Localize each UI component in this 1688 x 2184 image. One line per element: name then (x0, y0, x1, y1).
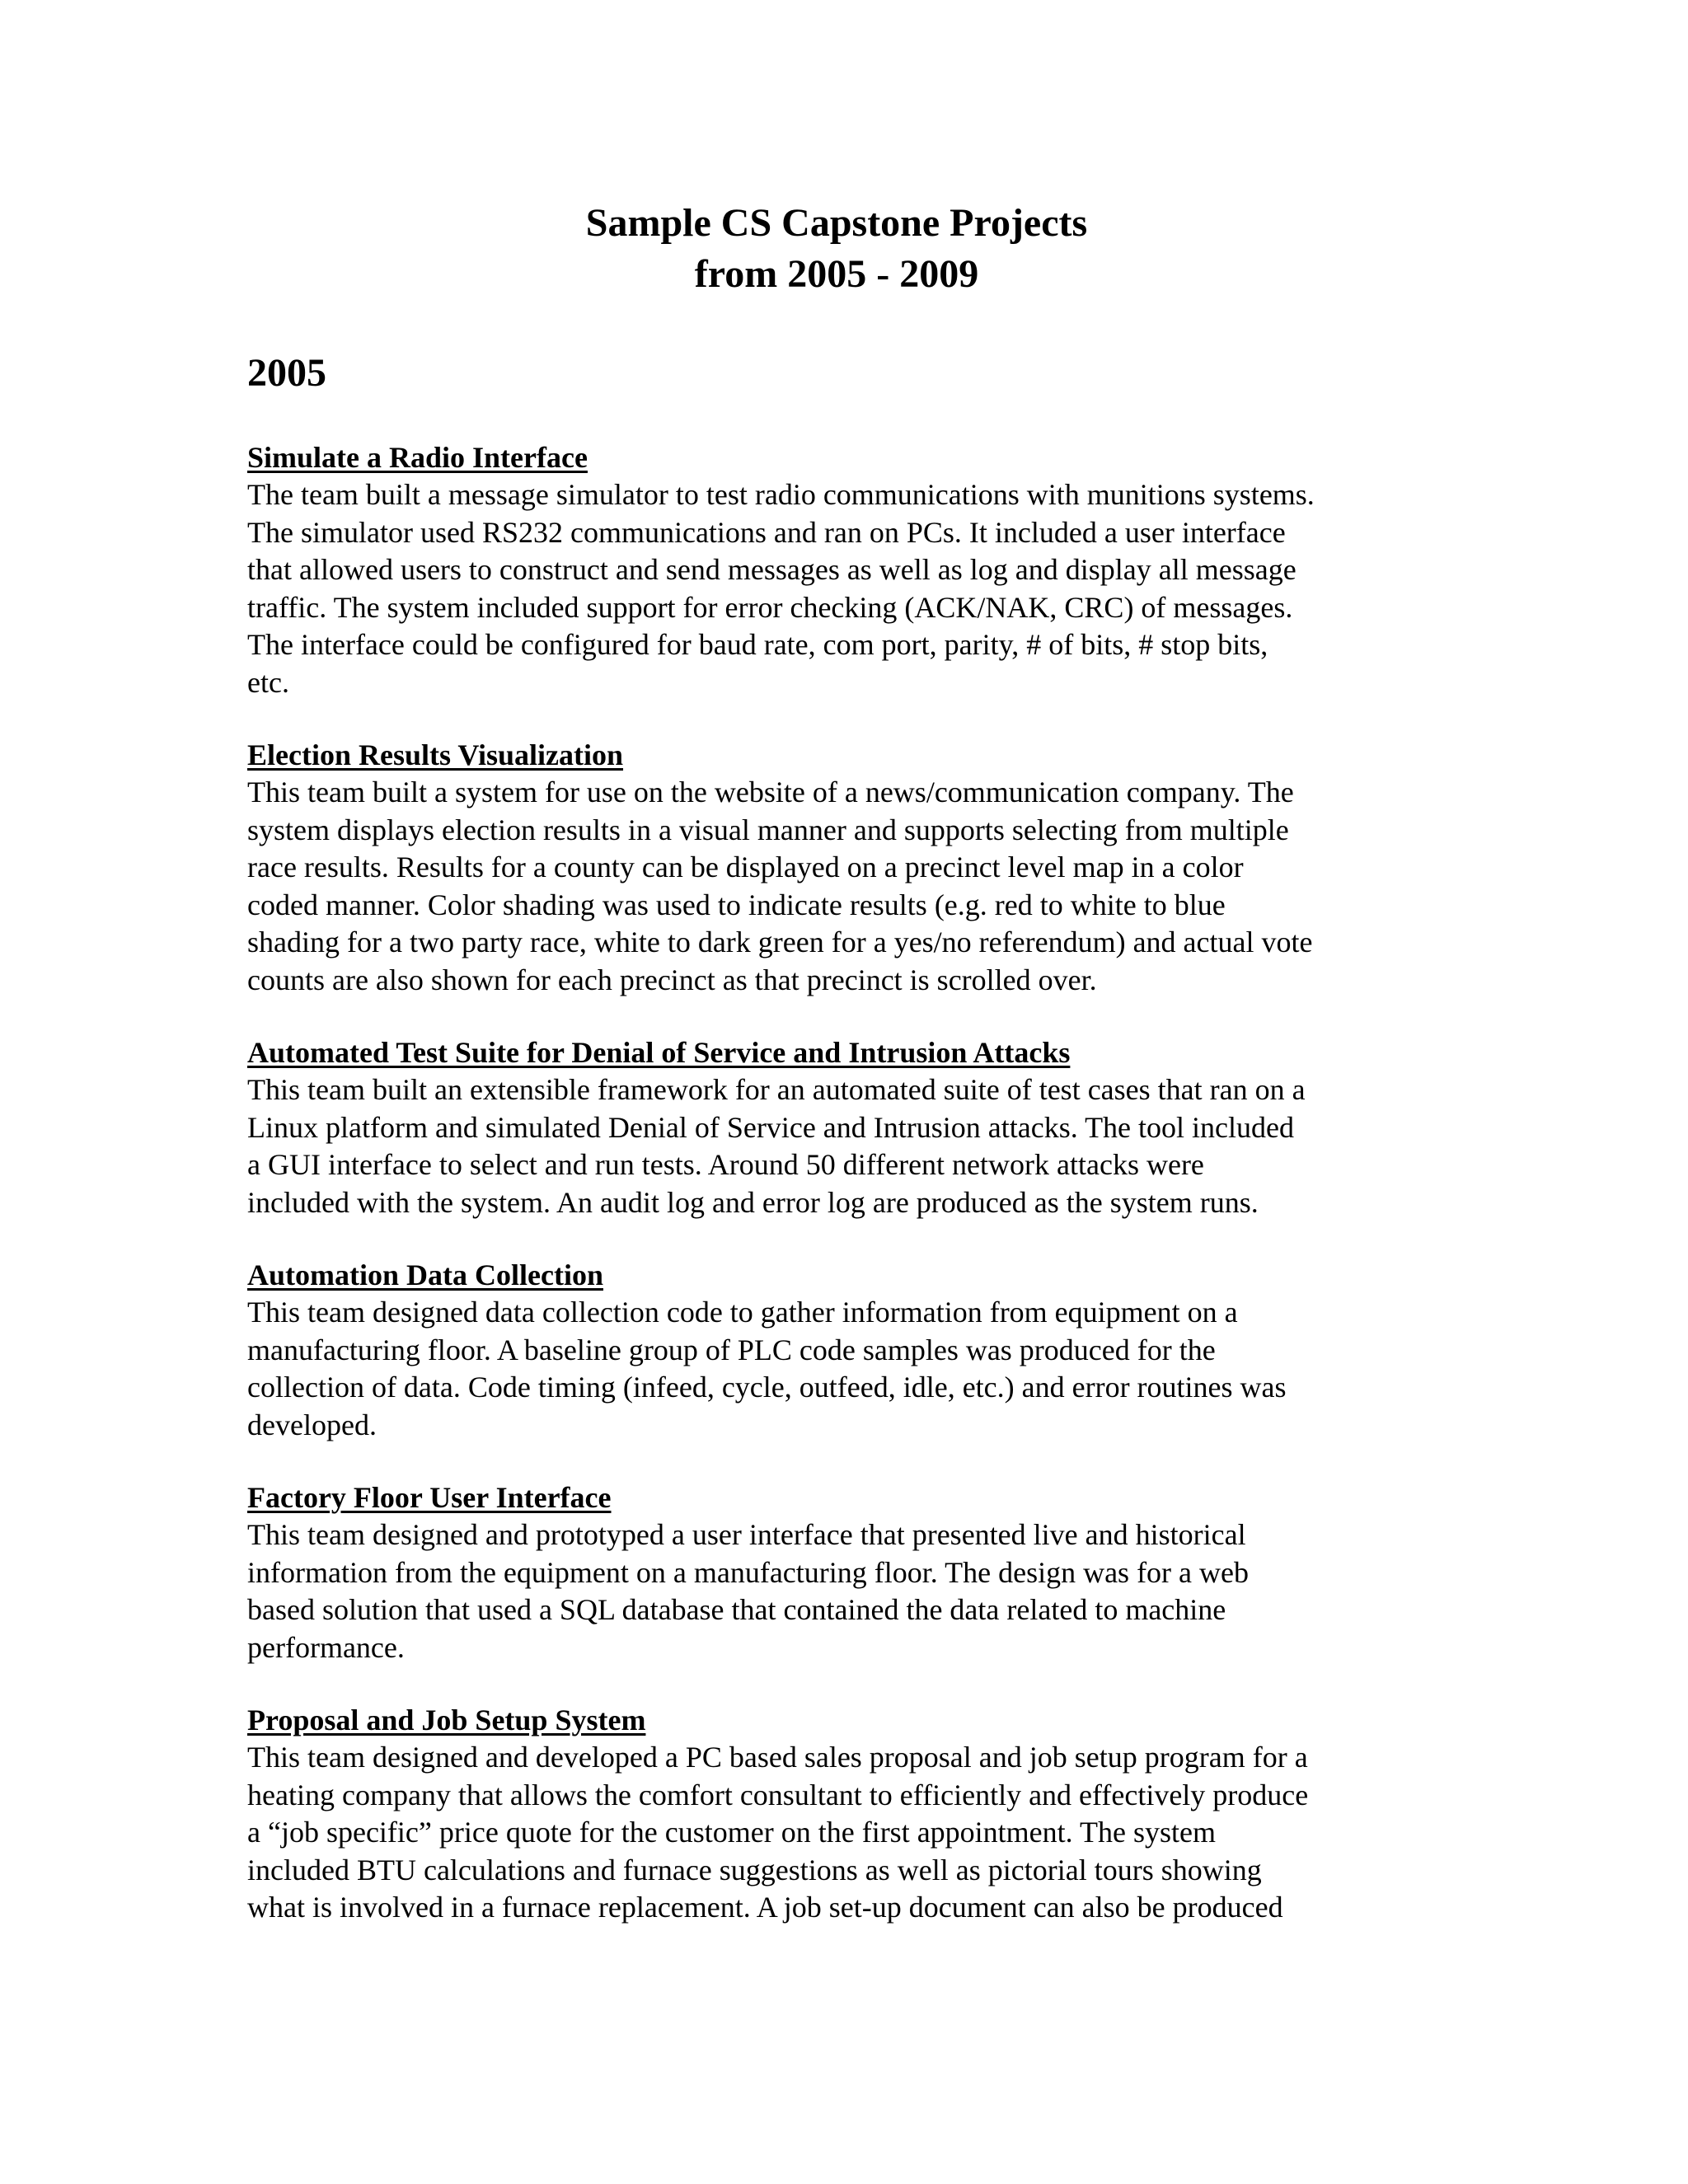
text-line: a GUI interface to select and run tests. Around 50 different network attacks were (247, 1148, 1204, 1181)
project-title: Proposal and Job Setup System (247, 1704, 646, 1736)
text-line: The team built a message simulator to test radio communications with munitions systems. (247, 478, 1315, 511)
text-line: developed. (247, 1408, 377, 1441)
project-section (247, 737, 1434, 999)
text-line: This team designed data collection code to gather information from equipment on a (247, 1296, 1238, 1329)
text-line: based solution that used a SQL database that contained the data related to machine (247, 1593, 1226, 1626)
project-description (247, 476, 1434, 701)
text-line: This team designed and developed a PC based sales proposal and job setup program for a (247, 1741, 1308, 1774)
text-line: race results. Results for a county can be displayed on a precinct level map in a color (247, 851, 1244, 883)
project-section (247, 1702, 1434, 1927)
text-line: coded manner. Color shading was used to indicate results (e.g. red to white to blue (247, 888, 1226, 921)
text-line: This team designed and prototyped a user interface that presented live and historical (247, 1518, 1246, 1551)
text-line: counts are also shown for each precinct as that precinct is scrolled over. (247, 963, 1097, 996)
title-line: from 2005 - 2009 (694, 252, 979, 296)
project-title: Election Results Visualization (247, 738, 624, 771)
text-line: heating company that allows the comfort consultant to efficiently and effectively produce (247, 1778, 1309, 1811)
text-line: performance. (247, 1630, 405, 1664)
project-description (247, 1516, 1434, 1666)
project-title: Simulate a Radio Interface (247, 441, 588, 474)
text-line: The simulator used RS232 communications and ran on PCs. It included a user interface (247, 515, 1286, 549)
document-title (0, 198, 1673, 300)
text-line: system displays election results in a visual manner and supports selecting from multiple (247, 813, 1289, 846)
text-line: This team built an extensible framework for an automated suite of test cases that ran on a (247, 1073, 1306, 1106)
text-line: This team built a system for use on the website of a news/communication company. The (247, 776, 1294, 808)
project-description (247, 1294, 1434, 1444)
text-line: traffic. The system included support for error checking (ACK/NAK, CRC) of messages. (247, 590, 1293, 624)
text-line: included BTU calculations and furnace suggestions as well as pictorial tours showing (247, 1853, 1262, 1886)
project-list (247, 439, 1434, 1962)
project-description (247, 1739, 1434, 1927)
text-line: collection of data. Code timing (infeed, cycle, outfeed, idle, etc.) and error routines was (247, 1371, 1287, 1404)
project-section (247, 1257, 1434, 1444)
project-description (247, 1071, 1434, 1221)
text-line: shading for a two party race, white to dark green for a yes/no referendum) and actual vote (247, 926, 1313, 958)
text-line: that allowed users to construct and send messages as well as log and display all message (247, 553, 1296, 586)
project-title: Automation Data Collection (247, 1258, 603, 1291)
text-line: information from the equipment on a manufacturing floor. The design was for a web (247, 1555, 1249, 1589)
text-line: manufacturing floor. A baseline group of PLC code samples was produced for the (247, 1333, 1216, 1366)
project-section (247, 439, 1434, 701)
text-line: what is involved in a furnace replacement. A job set-up document can also be produced (247, 1891, 1283, 1924)
project-title: Factory Floor User Interface (247, 1481, 612, 1514)
project-section (247, 1034, 1434, 1221)
text-line: The interface could be configured for baud rate, com port, parity, # of bits, # stop bits, (247, 628, 1268, 661)
title-line: Sample CS Capstone Projects (585, 201, 1088, 245)
project-description (247, 774, 1434, 999)
year-heading: 2005 (247, 351, 326, 395)
text-line: Linux platform and simulated Denial of Service and Intrusion attacks. The tool included (247, 1110, 1295, 1144)
project-section (247, 1479, 1434, 1666)
text-line: etc. (247, 665, 289, 699)
project-title: Automated Test Suite for Denial of Service and Intrusion Attacks (247, 1036, 1071, 1069)
text-line: included with the system. An audit log and error log are produced as the system runs. (247, 1185, 1259, 1219)
text-line: a “job specific” price quote for the customer on the first appointment. The system (247, 1816, 1216, 1849)
